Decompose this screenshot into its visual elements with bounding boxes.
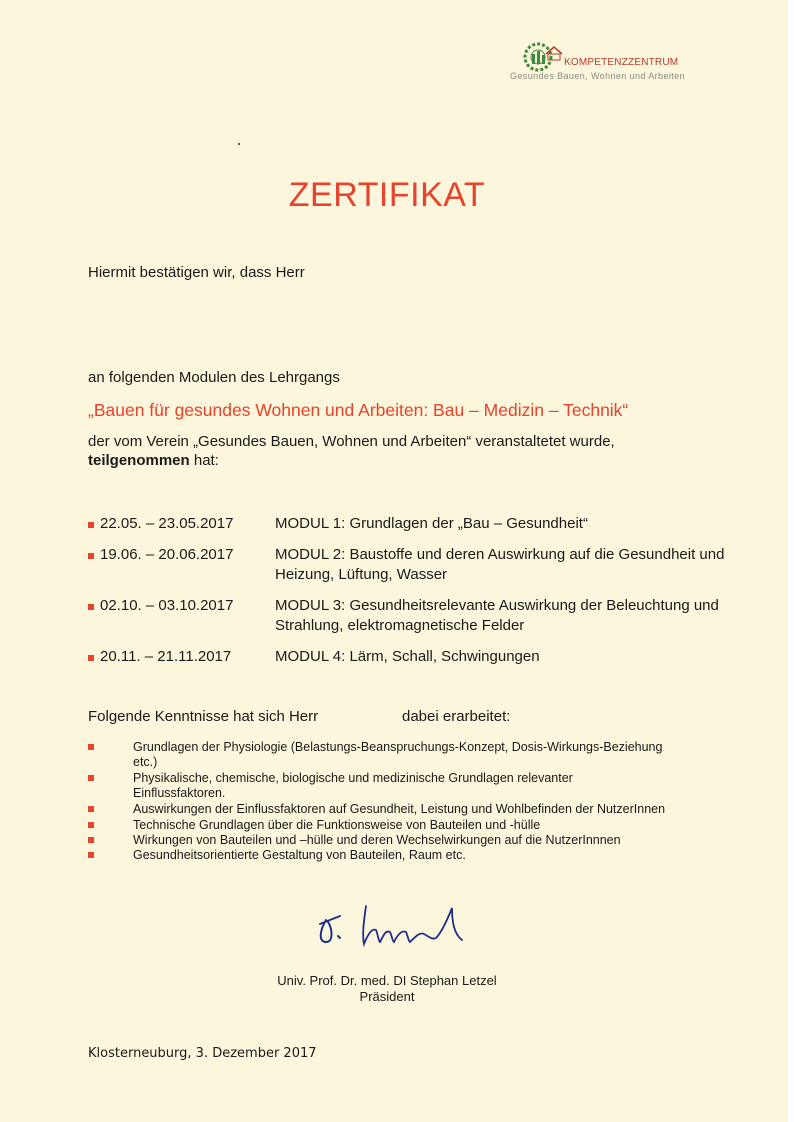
module-item [88, 545, 768, 583]
signature-image [316, 900, 466, 950]
bullet-square-icon [88, 522, 94, 528]
module-text: MODUL 2: Baustoffe und deren Auswirkung auf die Gesundheit und Heizung, Lüftung, Wasser [275, 546, 725, 583]
knowledge-item [88, 818, 668, 833]
signer-role: Präsident [359, 989, 415, 1004]
knowledge-intro-part2: dabei erarbeitet: [402, 708, 511, 725]
module-text: MODUL 3: Gesundheitsrelevante Auswirkung der Beleuchtung und Strahlung, elektromagnetische Felder [275, 597, 719, 634]
knowledge-item [88, 771, 668, 801]
knowledge-item [88, 848, 668, 863]
knowledge-text: Wirkungen von Bauteilen und –hülle und deren Wechselwirkungen auf die NutzerInnnen [133, 833, 621, 847]
knowledge-text: Technische Grundlagen über die Funktionsweise von Bauteilen und -hülle [133, 818, 541, 832]
page-edge [788, 0, 794, 1122]
knowledge-item [88, 740, 668, 770]
knowledge-item [88, 833, 668, 848]
certificate-title: ZERTIFIKAT [288, 176, 486, 214]
knowledge-text: Gesundheitsorientierte Gestaltung von Bauteilen, Raum etc. [133, 848, 466, 862]
module-date: 22.05. – 23.05.2017 [100, 515, 234, 532]
module-date: 19.06. – 20.06.2017 [100, 546, 234, 563]
module-text: MODUL 4: Lärm, Schall, Schwingungen [275, 648, 540, 665]
modules-intro: an folgenden Modulen des Lehrgangs [88, 369, 340, 386]
participated-bold: teilgenommen [88, 452, 190, 469]
module-text: MODUL 1: Grundlagen der „Bau – Gesundheit“ [275, 515, 588, 532]
knowledge-text: Physikalische, chemische, biologische und medizinische Grundlagen relevanter Einflussfaktoren. [133, 771, 573, 800]
bullet-square-icon [88, 806, 94, 812]
module-item [88, 647, 768, 667]
module-item [88, 514, 768, 534]
course-title: „Bauen für gesundes Wohnen und Arbeiten: Bau – Medizin – Technik“ [88, 400, 629, 420]
participated-rest: hat: [189, 452, 219, 469]
participated-line [88, 451, 219, 471]
intro-text: Hiermit bestätigen wir, dass Herr [88, 264, 305, 281]
bullet-square-icon [88, 604, 94, 610]
bullet-square-icon [88, 837, 94, 843]
bullet-square-icon [88, 852, 94, 858]
stray-dot [238, 143, 240, 145]
logo-subtitle: Gesundes Bauen, Wohnen und Arbeiten [510, 71, 685, 81]
module-date: 20.11. – 21.11.2017 [100, 648, 232, 665]
knowledge-intro-part1: Folgende Kenntnisse hat sich Herr [88, 708, 319, 725]
bullet-square-icon [88, 775, 94, 781]
knowledge-list [88, 740, 668, 863]
kompetenzzentrum-logo [510, 40, 692, 86]
signer-name: Univ. Prof. Dr. med. DI Stephan Letzel [277, 973, 497, 988]
knowledge-text: Auswirkungen der Einflussfaktoren auf Gesundheit, Leistung und Wohlbefinden der NutzerInnen [133, 802, 666, 816]
bullet-square-icon [88, 822, 94, 828]
knowledge-text: Grundlagen der Physiologie (Belastungs-Beanspruchungs-Konzept, Dosis-Wirkungs-Beziehung etc.) [133, 740, 663, 769]
knowledge-item [88, 802, 668, 817]
logo-name: KOMPETENZZENTRUM [564, 57, 679, 68]
organizer-line: der vom Verein „Gesundes Bauen, Wohnen und Arbeiten“ veranstaltetet wurde, [88, 433, 615, 450]
place-date: Klosterneuburg, 3. Dezember 2017 [88, 1046, 317, 1061]
bullet-square-icon [88, 744, 94, 750]
module-item [88, 596, 768, 634]
module-date: 02.10. – 03.10.2017 [100, 597, 234, 614]
bullet-square-icon [88, 655, 94, 661]
bullet-square-icon [88, 553, 94, 559]
